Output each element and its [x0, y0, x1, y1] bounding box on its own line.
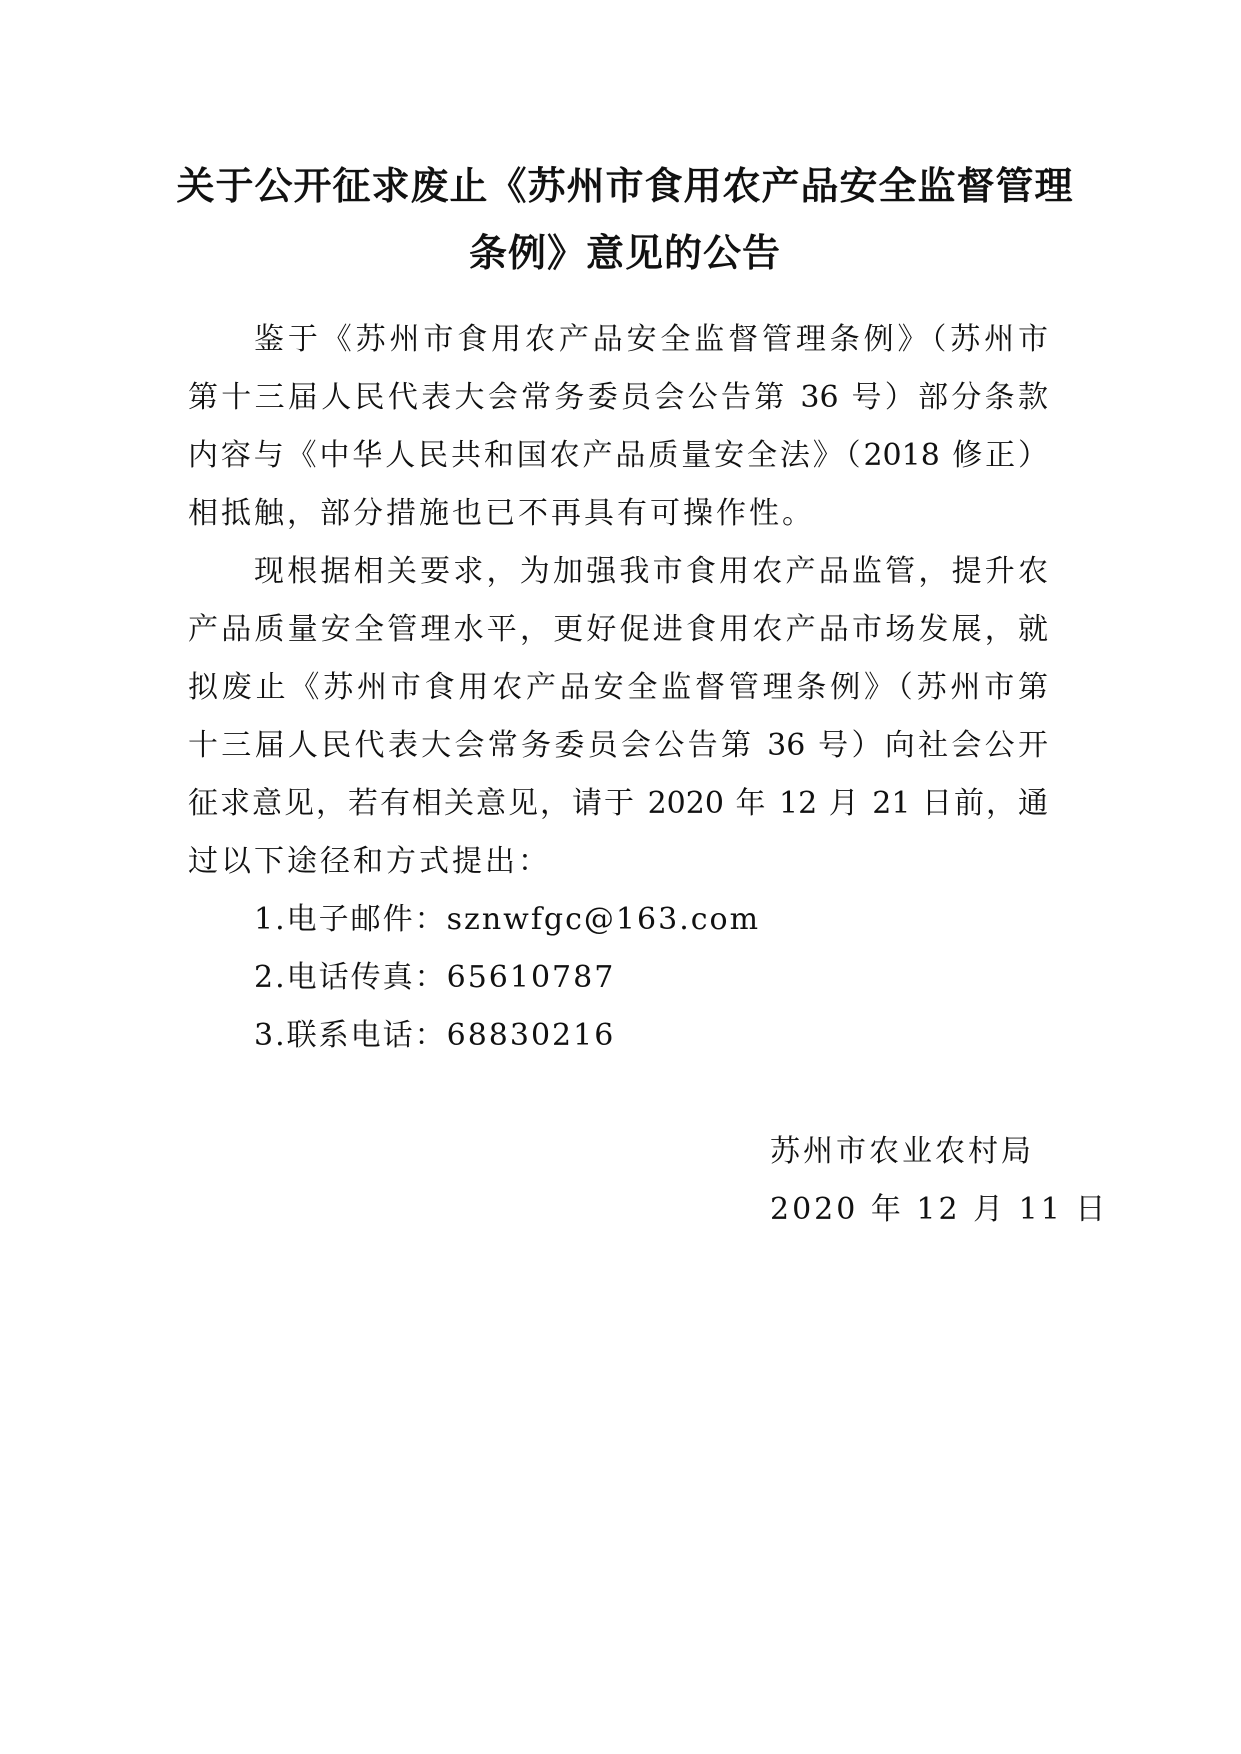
paragraph-1-line-2: 第十三届人民代表大会常务委员会公告第 36 号）部分条款 — [188, 380, 1048, 415]
paragraph-1-line-3: 内容与《中华人民共和国农产品质量安全法》（2018 修正） — [188, 438, 1048, 473]
issuer-name: 苏州市农业农村局 — [770, 1134, 1034, 1169]
paragraph-1-line-1: 鉴于《苏州市食用农产品安全监督管理条例》（苏州市 — [254, 322, 1048, 357]
paragraph-2-line-2: 产品质量安全管理水平，更好促进食用农产品市场发展，就 — [188, 612, 1048, 647]
document-title-line-1: 关于公开征求废止《苏州市食用农产品安全监督管理 — [176, 164, 1074, 208]
paragraph-2-line-5: 征求意见，若有相关意见，请于 2020 年 12 月 21 日前，通 — [188, 786, 1048, 821]
document-title-line-2: 条例》意见的公告 — [468, 231, 781, 275]
paragraph-1-line-4: 相抵触，部分措施也已不再具有可操作性。 — [188, 496, 815, 531]
contact-email: 1.电子邮件：sznwfgc@163.com — [254, 902, 761, 937]
contact-phone: 3.联系电话：68830216 — [254, 1018, 616, 1053]
paragraph-2-line-4: 十三届人民代表大会常务委员会公告第 36 号）向社会公开 — [188, 728, 1048, 763]
paragraph-2-line-3: 拟废止《苏州市食用农产品安全监督管理条例》（苏州市第 — [188, 670, 1048, 705]
paragraph-2-line-1: 现根据相关要求，为加强我市食用农产品监管，提升农 — [254, 554, 1048, 589]
contact-fax: 2.电话传真：65610787 — [254, 960, 616, 995]
paragraph-2-line-6: 过以下途径和方式提出： — [188, 844, 551, 879]
issue-date: 2020 年 12 月 11 日 — [770, 1192, 1109, 1227]
